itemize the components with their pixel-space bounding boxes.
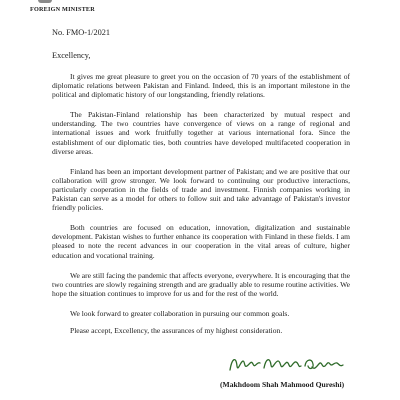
signatory-name: (Makhdoom Shah Mahmood Qureshi) — [220, 380, 345, 389]
paragraph-pandemic: We are still facing the pandemic that affects everyone, everywhere. It is encouraging that the two countries are slowly regaining strength and are gradually able to resume routine activities. We hope the situation continues to improve for us and for the rest of the world. — [52, 270, 350, 298]
emblem-fragment — [38, 0, 52, 3]
paragraph-closing: Please accept, Excellency, the assurances of my highest consideration. — [70, 325, 283, 335]
handwritten-signature — [226, 352, 346, 376]
paragraph-development: Finland has been an important development partner of Pakistan; and we are positive that our collaboration will grow stronger. We look forward to continuing our productive interactions, particularly cooperation in the fields of trade and investment. Finnish companies working in Pakistan can serve as a model for others to follow suit and take advantage of Pakistan's investor friendly policies. — [52, 166, 350, 213]
paragraph-greeting: It gives me great pleasure to greet you on the occasion of 70 years of the establishment of diplomatic relations between Pakistan and Finland. Indeed, this is an important milestone in the political and diplomatic history of our longstanding, friendly relations. — [52, 72, 350, 100]
letter-body — [52, 72, 350, 343]
paragraph-relationship: The Pakistan-Finland relationship has been characterized by mutual respect and understanding. The two countries have convergence of views on a range of regional and international issues and work fruitfully together at various international fora. Since the establishment of our diplomatic ties, both countries have developed multifaceted cooperation in diverse areas. — [52, 110, 350, 156]
salutation: Excellency, — [52, 51, 91, 60]
paragraph-collaboration: We look forward to greater collaboration in pursuing our common goals. — [70, 308, 290, 318]
reference-number: No. FMO-1/2021 — [52, 28, 111, 37]
paragraph-education: Both countries are focused on education, innovation, digitalization and sustainable development. Pakistan wishes to further enhance its cooperation with Finland in these fields. I am pleased to note the recent advances in our cooperation in the vital areas of culture, higher education and vocational training. — [52, 223, 350, 260]
letterhead-office: FOREIGN MINISTER — [30, 6, 95, 13]
